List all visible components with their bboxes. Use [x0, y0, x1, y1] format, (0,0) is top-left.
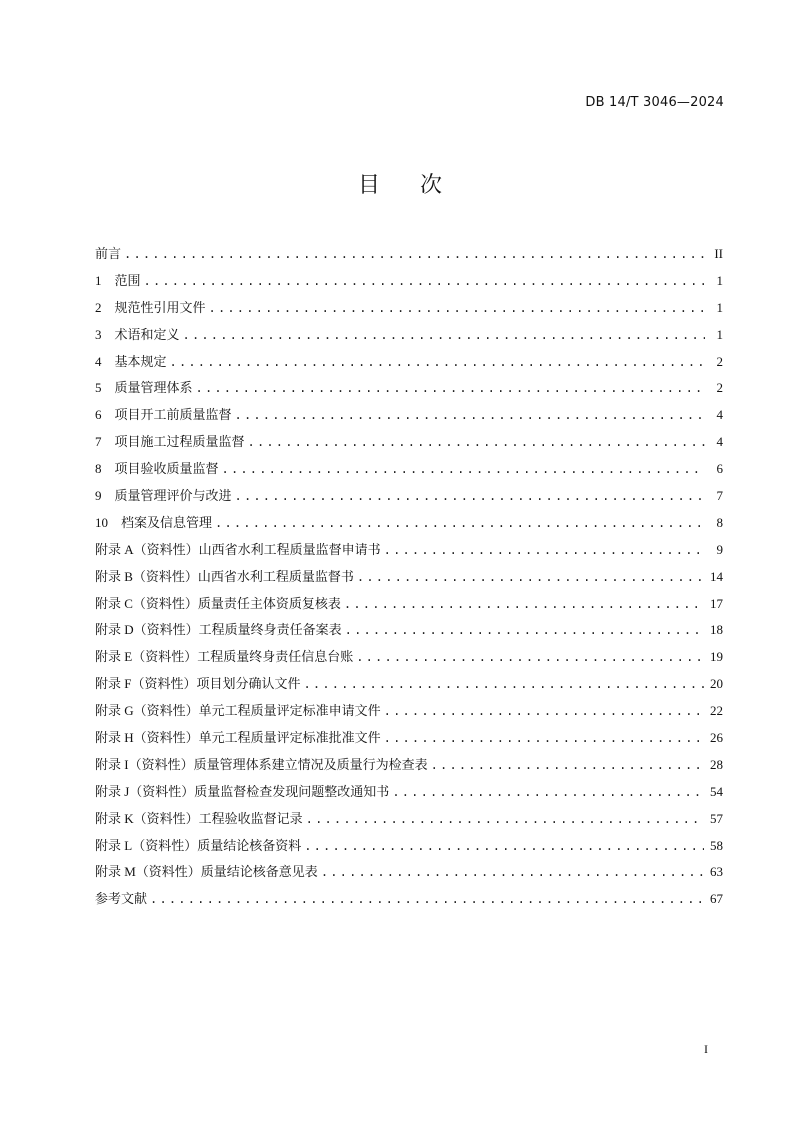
toc-entry[interactable] [95, 888, 723, 915]
toc-entry-label: 5 质量管理体系 [95, 380, 193, 396]
dot-leader [431, 758, 704, 772]
toc-entry-page: 7 [716, 488, 723, 504]
dot-leader [345, 623, 704, 637]
dot-leader [248, 435, 705, 449]
toc-entry-label: 附录 L（资料性）质量结论核备资料 [95, 837, 302, 853]
toc-entry[interactable] [95, 646, 723, 673]
toc-entry-label: 附录 B（资料性）山西省水利工程质量监督书 [95, 568, 354, 584]
dot-leader [209, 301, 705, 315]
toc-entry[interactable] [95, 351, 723, 378]
toc-entry-page: 54 [710, 783, 723, 799]
toc-entry-label: 4 基本规定 [95, 353, 167, 369]
toc-entry-label: 附录 E（资料性）工程质量终身责任信息台账 [95, 649, 354, 665]
toc-entry-page: 17 [710, 595, 723, 611]
toc-entry-page: 20 [710, 676, 723, 692]
toc-entry[interactable] [95, 700, 723, 727]
toc-entry-label: 附录 K（资料性）工程验收监督记录 [95, 810, 303, 826]
dot-leader [384, 704, 704, 718]
toc-entry-page: 19 [710, 649, 723, 665]
toc-entry-page: 9 [716, 541, 723, 557]
toc-entry-page: 67 [710, 891, 723, 907]
toc-entry[interactable] [95, 835, 723, 862]
dot-leader [356, 650, 704, 664]
toc-entry[interactable] [95, 458, 723, 485]
toc-entry-label: 附录 J（资料性）质量监督检查发现问题整改通知书 [95, 783, 390, 799]
toc-entry-page: 14 [710, 568, 723, 584]
toc-entry-label: 参考文献 [95, 891, 148, 907]
toc-entry[interactable] [95, 781, 723, 808]
dot-leader [222, 462, 705, 476]
dot-leader [384, 731, 704, 745]
toc-entry-page: 8 [716, 514, 723, 530]
toc-entry[interactable] [95, 861, 723, 888]
toc-entry-label: 附录 M（资料性）质量结论核备意见表 [95, 864, 318, 880]
toc-entry[interactable] [95, 377, 723, 404]
dot-leader [306, 812, 704, 826]
toc-entry-page: 26 [710, 730, 723, 746]
dot-leader [170, 355, 705, 369]
dot-leader [124, 247, 705, 261]
toc-entry[interactable] [95, 673, 723, 700]
toc-entry-label: 附录 D（资料性）工程质量终身责任备案表 [95, 622, 342, 638]
toc-entry[interactable] [95, 324, 723, 351]
dot-leader [183, 328, 705, 342]
toc-entry[interactable] [95, 512, 723, 539]
toc-entry-label: 附录 C（资料性）质量责任主体资质复核表 [95, 595, 341, 611]
toc-entry-label: 2 规范性引用文件 [95, 299, 206, 315]
toc-entry-page: 2 [716, 353, 723, 369]
dot-leader [215, 516, 705, 530]
dot-leader [196, 381, 705, 395]
page-number: I [704, 1042, 708, 1056]
toc-entry-page: 58 [710, 837, 723, 853]
toc-entry[interactable] [95, 754, 723, 781]
toc-entry-label: 10 档案及信息管理 [95, 514, 213, 530]
toc-entry-page: 22 [710, 703, 723, 719]
toc-entry-page: 6 [716, 461, 723, 477]
toc-entry-label: 6 项目开工前质量监督 [95, 407, 232, 423]
toc-entry-label: 9 质量管理评价与改进 [95, 488, 232, 504]
toc-entry[interactable] [95, 727, 723, 754]
toc-entry-label: 附录 I（资料性）质量管理体系建立情况及质量行为检查表 [95, 756, 428, 772]
toc-entry-page: 63 [710, 864, 723, 880]
page-title: 目次 [357, 172, 482, 197]
toc-entry-page: 2 [716, 380, 723, 396]
toc-entry[interactable] [95, 243, 723, 270]
toc-entry-label: 前言 [95, 246, 122, 261]
dot-leader [150, 892, 704, 906]
toc-entry[interactable] [95, 619, 723, 646]
toc-entry-page: 4 [716, 407, 723, 423]
toc-entry[interactable] [95, 566, 723, 593]
toc-entry[interactable] [95, 297, 723, 324]
dot-leader [357, 570, 704, 584]
toc-entry[interactable] [95, 593, 723, 620]
toc-entry-label: 附录 G（资料性）单元工程质量评定标准申请文件 [95, 703, 381, 719]
dot-leader [321, 865, 704, 879]
toc-entry[interactable] [95, 485, 723, 512]
dot-leader [304, 839, 704, 853]
dot-leader [392, 785, 704, 799]
toc-entry-label: 附录 H（资料性）单元工程质量评定标准批准文件 [95, 730, 381, 746]
dot-leader [235, 408, 705, 422]
toc-entry[interactable] [95, 808, 723, 835]
toc-entry-page: 4 [716, 434, 723, 450]
toc-entry-page: II [714, 246, 723, 261]
toc-entry-label: 3 术语和定义 [95, 326, 180, 342]
toc-entry-label: 8 项目验收质量监督 [95, 461, 219, 477]
toc-entry[interactable] [95, 404, 723, 431]
table-of-contents [95, 243, 723, 915]
dot-leader [384, 543, 705, 557]
toc-entry-page: 28 [710, 756, 723, 772]
dot-leader [144, 274, 705, 288]
document-number: DB 14/T 3046—2024 [585, 95, 724, 110]
toc-entry-label: 附录 F（资料性）项目划分确认文件 [95, 676, 301, 692]
toc-entry-label: 7 项目施工过程质量监督 [95, 434, 245, 450]
toc-entry[interactable] [95, 270, 723, 297]
dot-leader [235, 489, 705, 503]
toc-entry-label: 附录 A（资料性）山西省水利工程质量监督申请书 [95, 541, 381, 557]
dot-leader [303, 677, 704, 691]
toc-entry-page: 57 [710, 810, 723, 826]
dot-leader [344, 597, 704, 611]
toc-entry[interactable] [95, 431, 723, 458]
toc-entry[interactable] [95, 539, 723, 566]
toc-entry-page: 18 [710, 622, 723, 638]
toc-entry-page: 1 [716, 272, 723, 288]
toc-entry-label: 1 范围 [95, 272, 141, 288]
toc-entry-page: 1 [716, 326, 723, 342]
toc-entry-page: 1 [716, 299, 723, 315]
